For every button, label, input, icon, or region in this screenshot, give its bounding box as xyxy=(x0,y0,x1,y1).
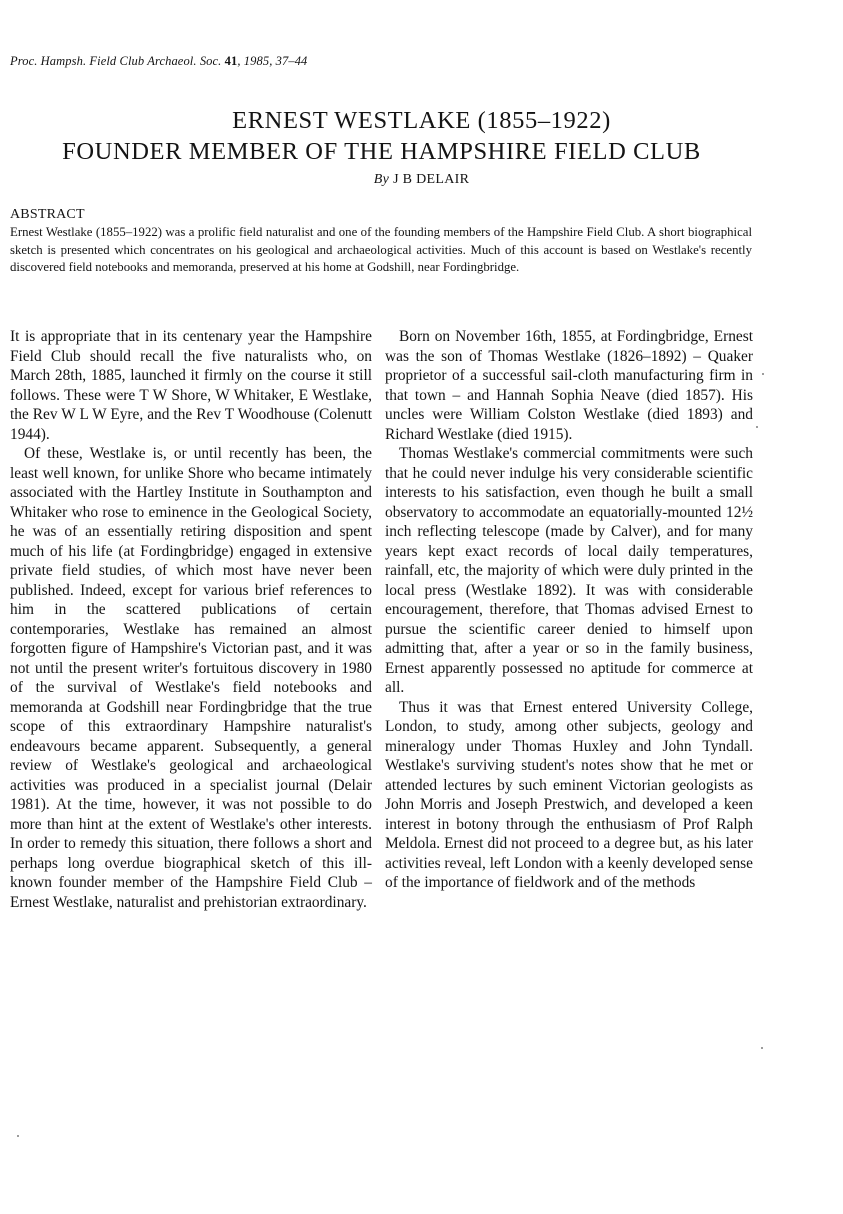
paragraph: Of these, Westlake is, or until recently has been, the least well known, for unlike Shore who became intimately associated with the Hartley Institute in Southampton and Whitaker who rose to eminence in the Geological Society, he was of an essentially retiring disposition and spent much of his life (at Fordingbridge) engaged in extensive private field studies, of which most have never been published. Indeed, except for various brief references to him in the scattered publications of certain contemporaries, Westlake has remained an almost forgotten figure of Hampshire's Victorian past, and it was not until the present writer's fortuitous discovery in 1980 of the survival of Westlake's field notebooks and memoranda at Godshill near Fordingbridge that the true scope of this extraordinary Hampshire naturalist's endeavours became apparent. Subsequently, a general review of Westlake's geological and archaeological activities was produced in a specialist journal (Delair 1981). At the time, however, it was not possible to do more than hint at the extent of Westlake's other interests. In order to remedy this situation, there follows a short and perhaps long overdue biographical sketch of this ill-known founder member of the Hampshire Field Club – Ernest Westlake, naturalist and prehistorian extraordinary. xyxy=(10,445,372,911)
paragraph: Born on November 16th, 1855, at Fordingbridge, Ernest was the son of Thomas Westlake (1826–1892) – Quaker proprietor of a successful sail-cloth manufacturing firm in that town – and Hannah Sophia Neave (died 1857). His uncles were William Colston Westlake (died 1893) and Richard Westlake (died 1915). xyxy=(385,328,753,443)
scan-speck xyxy=(756,426,758,428)
citation-volume: 41 xyxy=(224,54,238,68)
scan-speck xyxy=(762,373,764,375)
article-title-line-2: FOUNDER MEMBER OF THE HAMPSHIRE FIELD CLUB xyxy=(62,138,701,165)
citation-journal: Proc. Hampsh. Field Club Archaeol. Soc. xyxy=(10,54,222,68)
byline-by: By xyxy=(373,172,390,187)
paragraph: Thomas Westlake's commercial commitments were such that he could never indulge his very considerable scientific interests to his satisfaction, even though he built a small observatory to accommodate an equatorially-mounted 12½ inch reflecting telescope (made by Calver), and for many years kept exact records of local daily temperatures, rainfall, etc, the majority of which were duly printed in the local press (Westlake 1892). It was with considerable encouragement, therefore, that Thomas advised Ernest to pursue the scientific career denied to himself upon admitting that, after a year or so in the family business, Ernest apparently possessed no aptitude for commerce at all. xyxy=(385,445,753,696)
journal-citation xyxy=(10,54,307,69)
author-byline xyxy=(0,172,843,188)
paragraph: It is appropriate that in its centenary year the Hampshire Field Club should recall the five naturalists who, on March 28th, 1885, launched it firmly on the course it still follows. These were T W Shore, W Whitaker, E Westlake, the Rev W L W Eyre, and the Rev T Woodhouse (Colenutt 1944). xyxy=(10,328,372,443)
author-name: J B DELAIR xyxy=(393,172,470,187)
abstract-heading: ABSTRACT xyxy=(10,207,85,222)
abstract-text: Ernest Westlake (1855–1922) was a prolific field naturalist and one of the founding members of the Hampshire Field Club. A short biographical sketch is presented which concentrates on his geological and archaeological activities. Much of this account is based on Westlake's recently discovered field notebooks and memoranda, preserved at his home at Godshill, near Fordingbridge. xyxy=(10,225,752,275)
body-column-right xyxy=(385,327,753,893)
article-title-line-1: ERNEST WESTLAKE (1855–1922) xyxy=(232,107,611,134)
paragraph: Thus it was that Ernest entered University College, London, to study, among other subjects, geology and mineralogy under Thomas Huxley and John Tyndall. Westlake's surviving student's notes show that he met or attended lectures by such eminent Victorian geologists as John Morris and Joseph Prestwich, and developed a keen interest in botony through the enthusiasm of Prof Ralph Meldola. Ernest did not proceed to a degree but, as his later activities reveal, left London with a keenly developed sense of the importance of fieldwork and of the methods xyxy=(385,698,753,891)
citation-year-pages: , 1985, 37–44 xyxy=(237,54,308,68)
scan-speck xyxy=(761,1047,763,1049)
body-column-left xyxy=(10,327,372,912)
scan-speck xyxy=(17,1135,19,1137)
